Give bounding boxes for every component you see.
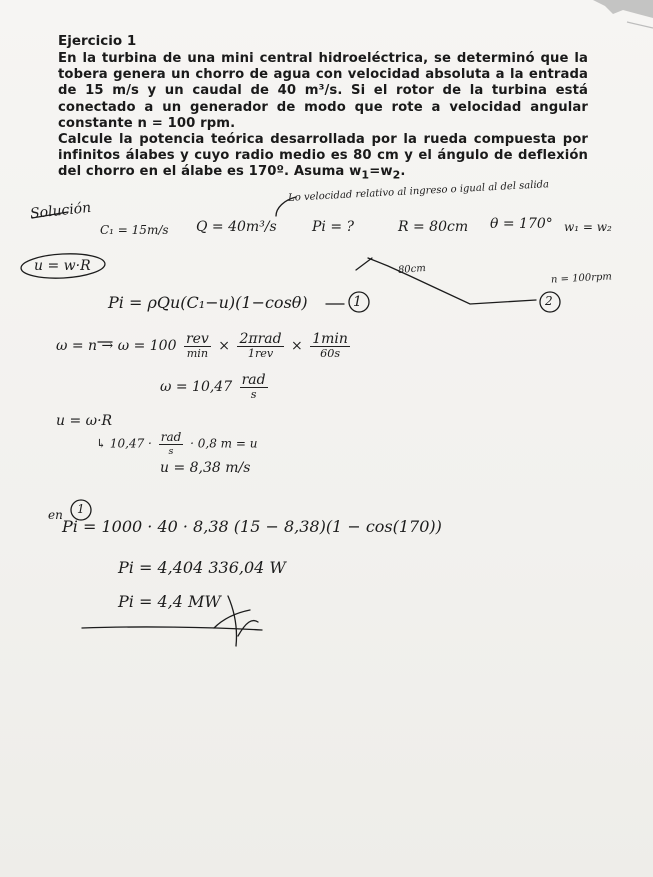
times-sign: × xyxy=(291,338,303,354)
given-angle: θ = 170° xyxy=(490,216,553,232)
power-result-watts: Pi = 4,404 336,04 W xyxy=(118,558,286,577)
power-result-mw: Pi = 4,4 MW xyxy=(118,592,221,611)
statement-paragraph-1: En la turbina de una mini central hidroeléctrica, se determinó que la tobera genera un chorro de agua con velocidad absoluta a la entrada de 15 m/s y un caudal de 40 m³/s. Si el rotor de la turbina está conectado a un generador de modo que rote a velocidad angular constante n = 100 rpm. xyxy=(58,51,588,131)
u-calc-post: · 0,8 m = u xyxy=(190,436,258,451)
given-c1: C₁ = 15m/s xyxy=(100,223,169,237)
u-result: u = 8,38 m/s xyxy=(160,460,251,476)
assume-end: . xyxy=(400,164,406,180)
boxed-formula: u = w·R xyxy=(34,258,91,274)
assume-w1: w xyxy=(349,164,362,180)
statement-text: Calcule la potencia teórica desarrollada por la rueda compuesta por infinitos álabes y cuyo radio medio es 80 cm y el ángulo de deflexión del chorro en el álabe es 170º. Asuma xyxy=(58,132,588,180)
omega-arrow: → xyxy=(101,338,114,354)
given-w: w₁ = w₂ xyxy=(564,220,612,234)
given-radius: R = 80cm xyxy=(398,219,469,235)
u-calc-arrow: ↳ xyxy=(96,436,107,451)
solution-label: Solución xyxy=(29,199,92,223)
fraction-rev-min: $\frac{\text{rev}}{\min}$ xyxy=(185,331,209,360)
power-substitution: Pi = 1000 · 40 · 8,38 (15 − 8,38)(1 − cos(170)) xyxy=(62,517,442,536)
exercise-title: Ejercicio 1 xyxy=(58,33,137,49)
u-equation-label: u = ω·R xyxy=(56,413,113,429)
omega-result-value: ω = 10,47 xyxy=(160,379,233,395)
omega-lhs: ω = n xyxy=(56,338,98,354)
note-relative-velocity: Lo velocidad relativo al ingreso o igual al del salida xyxy=(287,179,550,204)
u-calc-pre: 10,47 · xyxy=(109,436,152,451)
diagram-eq-tag: 2 xyxy=(545,294,553,308)
assume-eq: =w xyxy=(369,164,393,180)
omega-mid: ω = 100 xyxy=(117,338,177,354)
given-flow: Q = 40m³/s xyxy=(196,219,277,235)
fraction-rad-s: $\frac{\text{rad}}{s}$ xyxy=(241,372,266,401)
times-sign: × xyxy=(218,338,231,354)
assume-sub2: 2 xyxy=(392,169,401,183)
fraction-rad-s-2: $\frac{\text{rad}}{s}$ xyxy=(160,430,182,457)
en-tag: 1 xyxy=(77,502,85,516)
diagram-speed-label: n = 100rpm xyxy=(550,271,613,286)
fraction-rad-rev: $\frac{\text{2πrad}}{\text{1rev}}$ xyxy=(239,331,282,360)
assume-sub1: 1 xyxy=(361,169,370,183)
power-formula: Pi = ρQu(C₁−u)(1−cosθ) xyxy=(108,293,308,312)
fraction-min-s: $\frac{1\min}{60s}$ xyxy=(312,331,348,360)
en-label: en xyxy=(48,508,63,522)
given-power: Pi = ? xyxy=(312,219,355,235)
eq1-tag: 1 xyxy=(353,294,362,310)
diagram-radius-label: 80cm xyxy=(397,263,427,276)
